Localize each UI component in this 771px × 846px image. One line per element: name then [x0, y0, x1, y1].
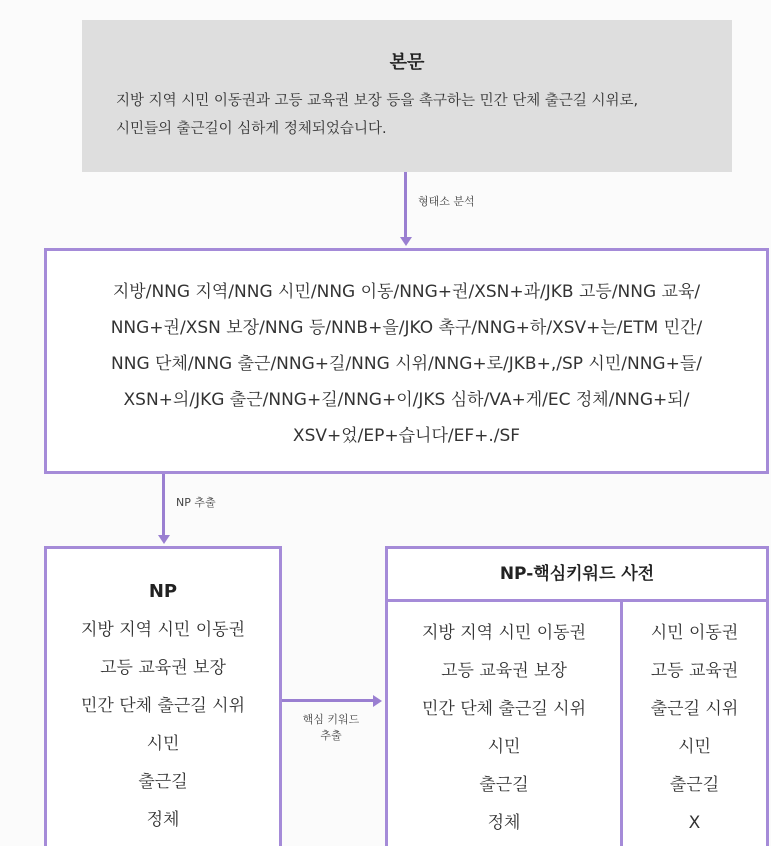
source-title: 본문: [389, 52, 425, 73]
np-item: 고등 교육권 보장: [100, 658, 226, 678]
keyword-arrow-label-line: 핵심 키워드: [302, 713, 360, 726]
morph-arrow-label: 형태소 분석: [418, 195, 475, 208]
source-text-line: 시민들의 출근길이 심하게 정체되었습니다.: [116, 121, 387, 137]
morph-line: XSV+었/EP+습니다/EF+./SF: [292, 426, 521, 446]
morph-arrow-head: [400, 237, 412, 246]
keyword-dictionary-box: [385, 546, 769, 846]
dictionary-keyword-item: 출근길 시위: [650, 699, 739, 719]
dictionary-np-item: 출근길: [479, 775, 529, 795]
np-title: NP: [148, 581, 178, 602]
source-text: [116, 87, 708, 143]
morph-line: NNG 단체/NNG 출근/NNG+길/NNG 시위/NNG+로/JKB+,/SP 시민/NNG+들/: [111, 354, 702, 374]
dictionary-np-column: [388, 614, 620, 842]
morph-arrow-line: [404, 172, 407, 238]
dictionary-keyword-item: 시민: [678, 737, 711, 757]
dictionary-np-item: 정체: [487, 813, 521, 833]
source-text-box: [82, 20, 732, 172]
morph-analysis-text: [65, 274, 748, 454]
dictionary-np-item: 지방 지역 시민 이동권: [421, 623, 586, 643]
dictionary-np-item: 고등 교육권 보장: [441, 661, 567, 681]
np-item: 지방 지역 시민 이동권: [80, 620, 245, 640]
np-item: 시민: [146, 734, 180, 754]
np-item: 정체: [146, 810, 180, 830]
keyword-arrow-label-line: 추출: [320, 729, 342, 742]
morph-line: 지방/NNG 지역/NNG 시민/NNG 이동/NNG+권/XSN+과/JKB 고등/NNG 교육/: [112, 282, 701, 302]
np-item: 출근길: [138, 772, 188, 792]
dictionary-keyword-item: 시민 이동권: [650, 623, 739, 643]
np-arrow-head: [158, 535, 170, 544]
np-item: 민간 단체 출근길 시위: [80, 696, 245, 716]
dictionary-np-item: 시민: [487, 737, 521, 757]
dictionary-keyword-item: 출근길: [669, 775, 720, 795]
keyword-arrow-label: [296, 712, 366, 744]
dictionary-keyword-column: [623, 614, 766, 842]
morph-analysis-box: [44, 248, 769, 474]
dictionary-np-item: 민간 단체 출근길 시위: [421, 699, 586, 719]
dictionary-title: NP-핵심키워드 사전: [388, 549, 766, 602]
np-arrow-label: NP 추출: [176, 496, 216, 509]
keyword-arrow-head: [373, 695, 382, 707]
np-box: [44, 546, 282, 846]
np-arrow-line: [162, 474, 165, 536]
source-text-line: 지방 지역 시민 이동권과 고등 교육권 보장 등을 촉구하는 민간 단체 출근길 시위로,: [116, 93, 639, 109]
dictionary-keyword-item: X: [688, 813, 701, 833]
morph-line: NNG+권/XSN 보장/NNG 등/NNB+을/JKO 촉구/NNG+하/XSV+는/ETM 민간/: [110, 318, 703, 338]
dictionary-keyword-item: 고등 교육권: [650, 661, 739, 681]
keyword-arrow-line: [282, 699, 374, 702]
np-list: [47, 611, 279, 839]
morph-line: XSN+의/JKG 출근/NNG+길/NNG+이/JKS 심하/VA+게/EC 정체/NNG+되/: [123, 390, 690, 410]
